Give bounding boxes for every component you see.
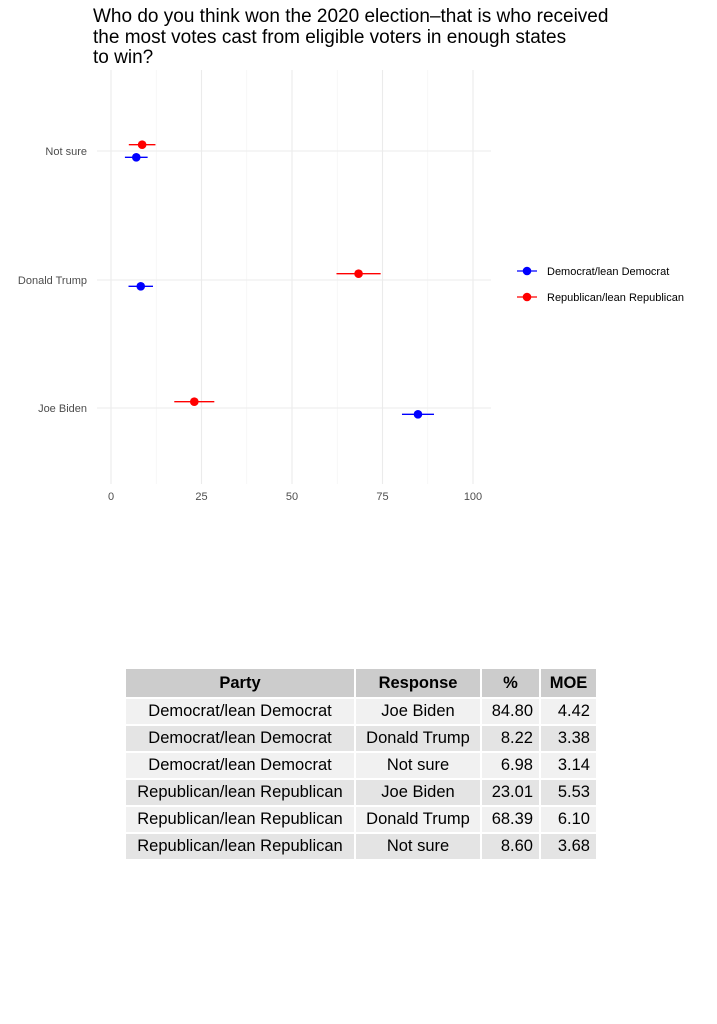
grid-lines xyxy=(97,70,491,484)
cell-percent: 8.22 xyxy=(481,725,540,752)
x-tick-label: 75 xyxy=(376,491,389,503)
data-point xyxy=(414,410,423,419)
y-tick-label: Not sure xyxy=(45,146,87,158)
data-point xyxy=(354,269,363,278)
cell-percent: 23.01 xyxy=(481,779,540,806)
table-row xyxy=(125,806,597,833)
legend-key-point xyxy=(523,267,532,276)
x-axis-ticks xyxy=(108,491,482,503)
cell-party: Democrat/lean Democrat xyxy=(125,725,355,752)
cell-moe: 3.68 xyxy=(540,833,597,860)
y-tick-label: Donald Trump xyxy=(17,275,87,287)
chart-title-line-3: to win? xyxy=(93,47,154,68)
cell-response: Donald Trump xyxy=(355,725,481,752)
cell-response: Joe Biden xyxy=(355,698,481,725)
x-tick-label: 100 xyxy=(463,491,483,503)
y-tick-label: Joe Biden xyxy=(38,403,87,415)
cell-response: Not sure xyxy=(355,833,481,860)
cell-party: Republican/lean Republican xyxy=(125,806,355,833)
legend xyxy=(517,266,684,304)
header-moe: MOE xyxy=(540,668,597,698)
results-table xyxy=(124,667,598,861)
cell-moe: 6.10 xyxy=(540,806,597,833)
data-point xyxy=(138,140,147,149)
x-tick-label: 50 xyxy=(285,491,299,503)
cell-party: Republican/lean Republican xyxy=(125,779,355,806)
cell-percent: 6.98 xyxy=(481,752,540,779)
cell-response: Joe Biden xyxy=(355,779,481,806)
header-response: Response xyxy=(355,668,481,698)
cell-party: Republican/lean Republican xyxy=(125,833,355,860)
legend-key-point xyxy=(523,293,532,302)
header-party: Party xyxy=(125,668,355,698)
cell-party: Democrat/lean Democrat xyxy=(125,752,355,779)
data-point xyxy=(190,397,199,406)
y-axis-ticks xyxy=(18,146,87,415)
x-tick-label: 0 xyxy=(107,491,115,503)
cell-percent: 8.60 xyxy=(481,833,540,860)
table-row xyxy=(125,752,597,779)
cell-response: Donald Trump xyxy=(355,806,481,833)
cell-percent: 68.39 xyxy=(481,806,540,833)
table-header-row xyxy=(125,668,597,698)
cell-moe: 3.14 xyxy=(540,752,597,779)
cell-response: Not sure xyxy=(355,752,481,779)
chart-title-line-1: Who do you think won the 2020 election–that is who received xyxy=(93,6,609,27)
cell-moe: 4.42 xyxy=(540,698,597,725)
legend-label: Republican/lean Republican xyxy=(547,292,684,304)
x-tick-label: 25 xyxy=(195,491,208,503)
data-point xyxy=(132,153,141,162)
table-row xyxy=(125,779,597,806)
cell-party: Democrat/lean Democrat xyxy=(125,698,355,725)
table-row xyxy=(125,833,597,860)
chart-title-line-2: the most votes cast from eligible voters in enough states xyxy=(93,26,567,48)
data-point xyxy=(136,282,145,291)
cell-moe: 5.53 xyxy=(540,779,597,806)
table-row xyxy=(125,698,597,725)
cell-percent: 84.80 xyxy=(481,698,540,725)
legend-label: Democrat/lean Democrat xyxy=(547,266,670,278)
header-percent: % xyxy=(481,668,540,698)
table-row xyxy=(125,725,597,752)
cell-moe: 3.38 xyxy=(540,725,597,752)
